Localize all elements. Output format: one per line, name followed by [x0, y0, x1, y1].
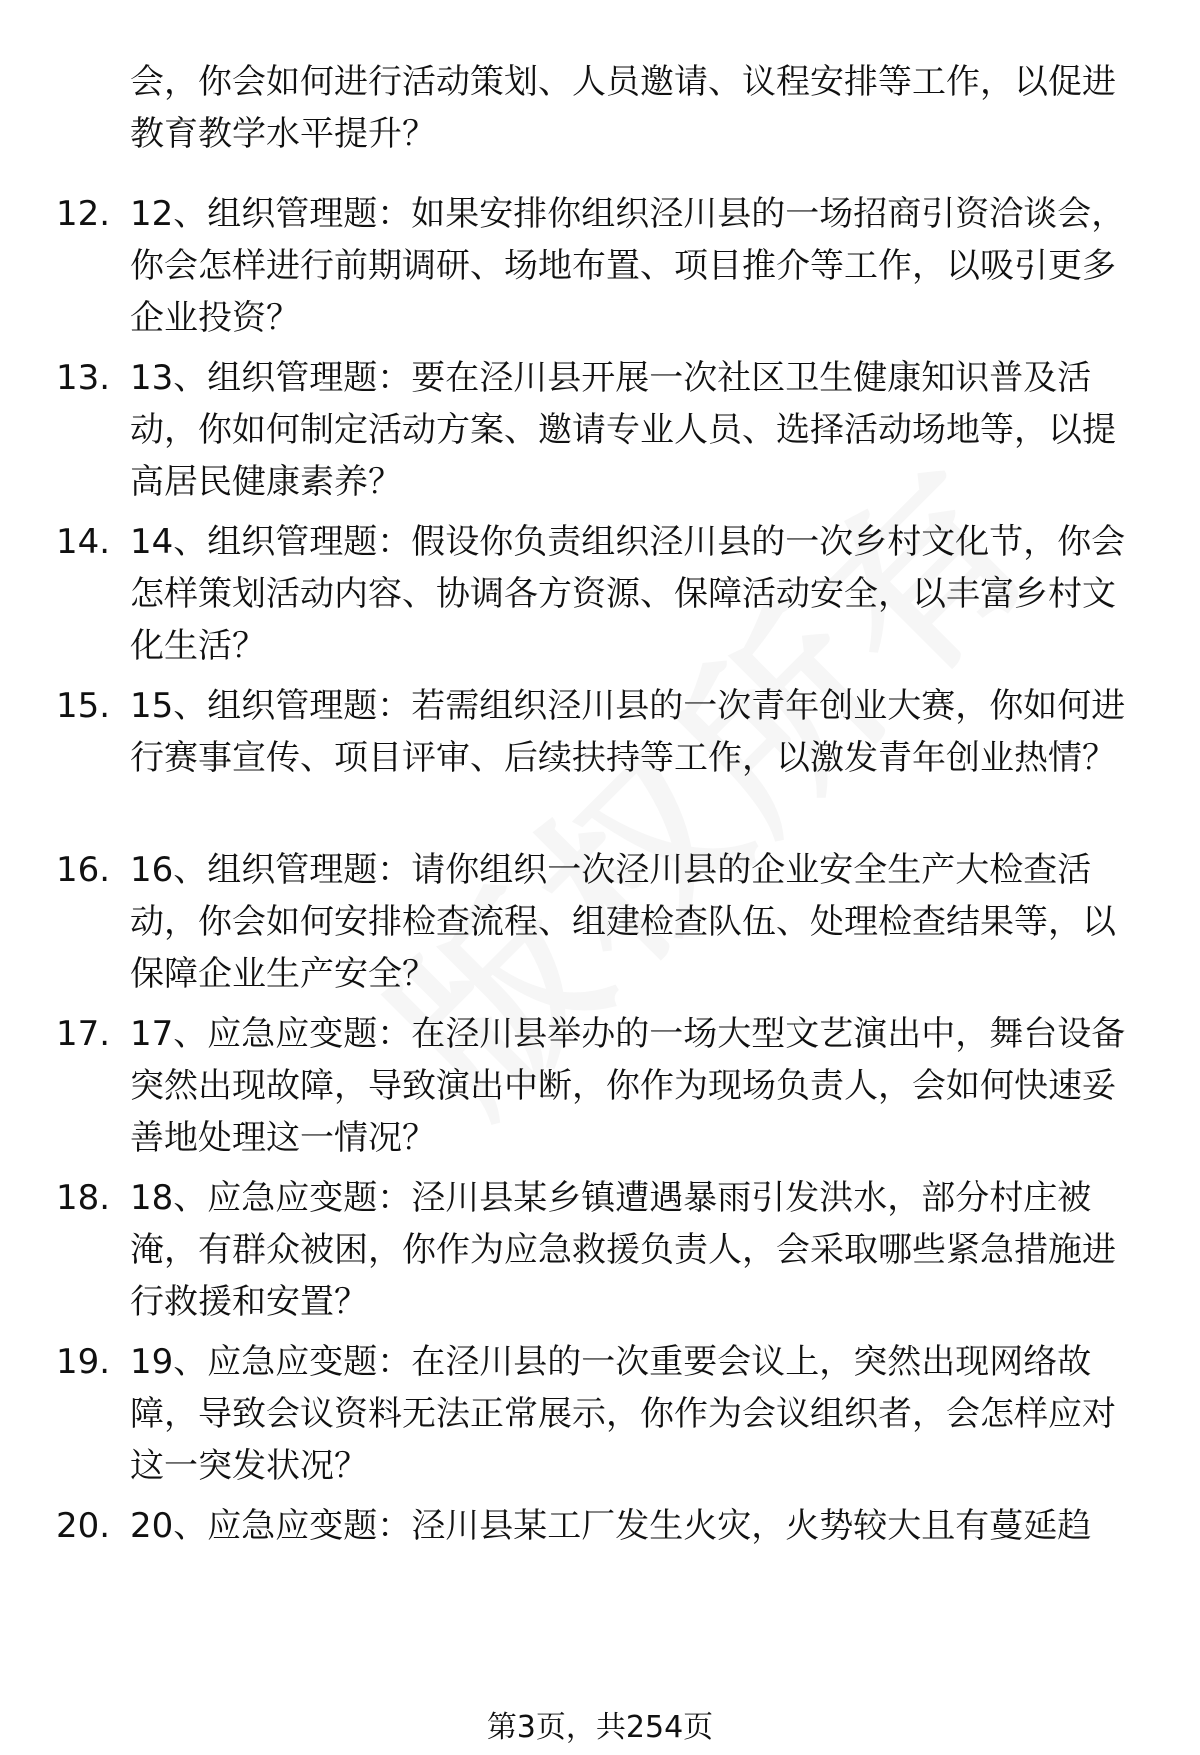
question-text: 15、组织管理题：若需组织泾川县的一次青年创业大赛，你如何进行赛事宣传、项目评审、后续扶持等工作，以激发青年创业热情？ — [130, 686, 1126, 778]
question-text: 18、应急应变题：泾川县某乡镇遭遇暴雨引发洪水，部分村庄被淹，有群众被困，你作为应急救援负责人，会采取哪些紧急措施进行救援和安置？ — [130, 1178, 1116, 1322]
list-item — [0, 188, 1200, 352]
list-number: 12. — [56, 194, 111, 234]
list-number: 20. — [56, 1506, 111, 1546]
question-text: 14、组织管理题：假设你负责组织泾川县的一次乡村文化节，你会怎样策划活动内容、协调各方资源、保障活动安全，以丰富乡村文化生活？ — [130, 522, 1126, 666]
list-item — [0, 844, 1200, 1008]
question-list — [0, 188, 1200, 1664]
list-item — [0, 1500, 1200, 1664]
list-item — [0, 680, 1200, 844]
list-number: 18. — [56, 1178, 111, 1218]
list-number: 15. — [56, 686, 111, 726]
question-text: 16、组织管理题：请你组织一次泾川县的企业安全生产大检查活动，你会如何安排检查流程、组建检查队伍、处理检查结果等，以保障企业生产安全？ — [130, 850, 1116, 994]
question-text: 17、应急应变题：在泾川县举办的一场大型文艺演出中，舞台设备突然出现故障，导致演出中断，你作为现场负责人，会如何快速妥善地处理这一情况？ — [130, 1014, 1126, 1158]
page-footer: 第3页，共254页 — [486, 1710, 714, 1745]
list-number: 13. — [56, 358, 111, 398]
continued-question-text: 会，你会如何进行活动策划、人员邀请、议程安排等工作，以促进教育教学水平提升？ — [130, 62, 1116, 154]
list-number: 17. — [56, 1014, 111, 1054]
list-item — [0, 1008, 1200, 1172]
list-item — [0, 1336, 1200, 1500]
question-text: 20、应急应变题：泾川县某工厂发生火灾，火势较大且有蔓延趋 — [130, 1506, 1092, 1546]
question-text: 12、组织管理题：如果安排你组织泾川县的一场招商引资洽谈会，你会怎样进行前期调研、场地布置、项目推介等工作，以吸引更多企业投资？ — [130, 194, 1126, 338]
question-text: 19、应急应变题：在泾川县的一次重要会议上，突然出现网络故障，导致会议资料无法正常展示，你作为会议组织者，会怎样应对这一突发状况？ — [130, 1342, 1116, 1486]
list-item — [0, 1172, 1200, 1336]
list-number: 19. — [56, 1342, 111, 1382]
list-number: 16. — [56, 850, 111, 890]
question-text: 13、组织管理题：要在泾川县开展一次社区卫生健康知识普及活动，你如何制定活动方案、邀请专业人员、选择活动场地等，以提高居民健康素养？ — [130, 358, 1116, 502]
list-number: 14. — [56, 522, 111, 562]
list-item — [0, 352, 1200, 516]
list-item — [0, 516, 1200, 680]
